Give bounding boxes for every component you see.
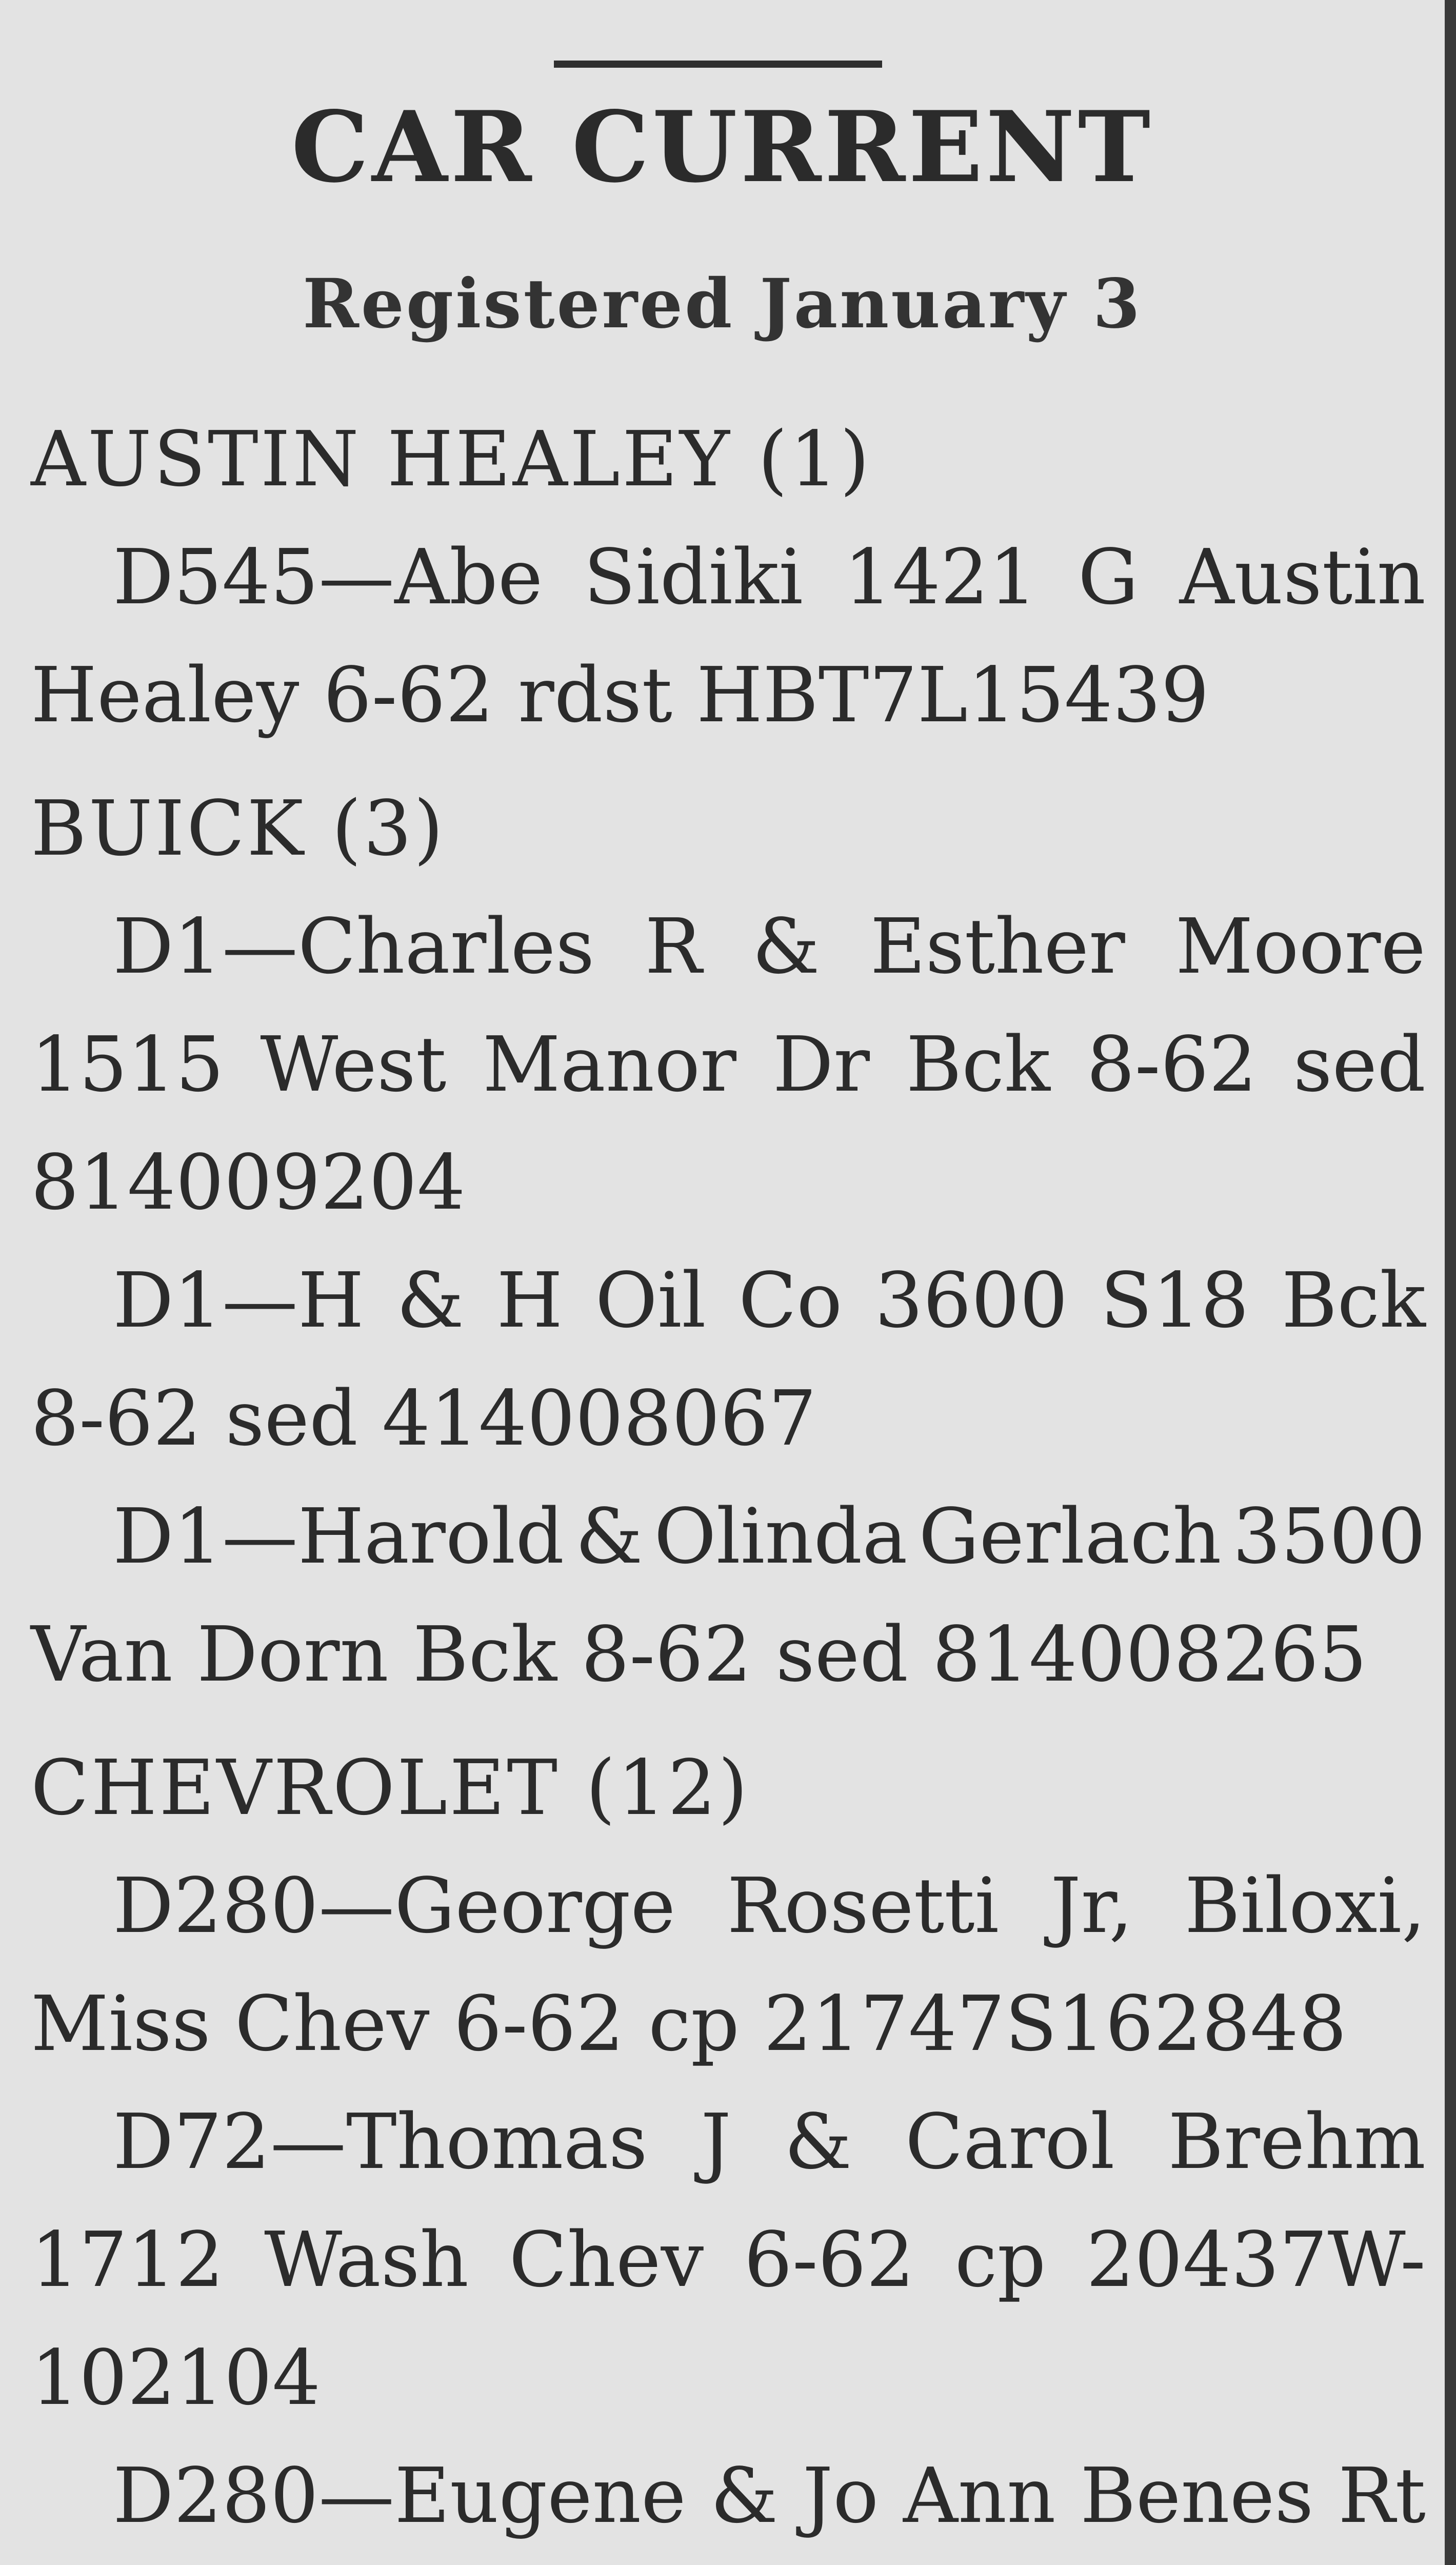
- entry-line-last: Miss Chev 6-62 cp 21747S162848: [31, 1980, 1347, 2068]
- make-heading: CHEVROLET (12): [31, 1744, 750, 1832]
- registration-listing: [31, 400, 1426, 2565]
- entry-line-first: D545—Abe Sidiki 1421 G Austin: [113, 533, 1426, 621]
- entry-line-last: 814009204: [31, 1138, 466, 1227]
- entry-line-first: D280—George Rosetti Jr, Biloxi,: [113, 1862, 1426, 1950]
- section-subtitle: Registered January 3: [303, 264, 1142, 344]
- entry-line-last: Healey 6-62 rdst HBT7L15439: [31, 651, 1209, 739]
- entry-line-first: D1—Harold & Olinda Gerlach 3500: [113, 1492, 1426, 1581]
- entry-line-last: Van Dorn Bck 8-62 sed 814008265: [31, 1610, 1367, 1699]
- column-rule-right: [1445, 0, 1456, 2565]
- entry-line-last: 102104: [31, 2334, 321, 2422]
- entry-line: 1515 West Manor Dr Bck 8-62 sed: [31, 1020, 1426, 1109]
- entry-line: 1712 Wash Chev 6-62 cp 20437W-: [31, 2216, 1426, 2304]
- entry-line-first: D72—Thomas J & Carol Brehm: [113, 2098, 1426, 2186]
- section-top-rule: [554, 61, 882, 68]
- entry-line-last: 8-62 sed 414008067: [31, 1374, 817, 1463]
- make-heading: AUSTIN HEALEY (1): [31, 415, 872, 503]
- entry-line-first: D280—Eugene & Jo Ann Benes Rt: [113, 2452, 1426, 2540]
- make-heading: BUICK (3): [31, 784, 446, 873]
- entry-line: [31, 2555, 1426, 2565]
- section-title: CAR CURRENT: [291, 90, 1154, 204]
- entry-line-first: D1—H & H Oil Co 3600 S18 Bck: [113, 1256, 1426, 1345]
- entry-line-first: D1—Charles R & Esther Moore: [113, 902, 1426, 991]
